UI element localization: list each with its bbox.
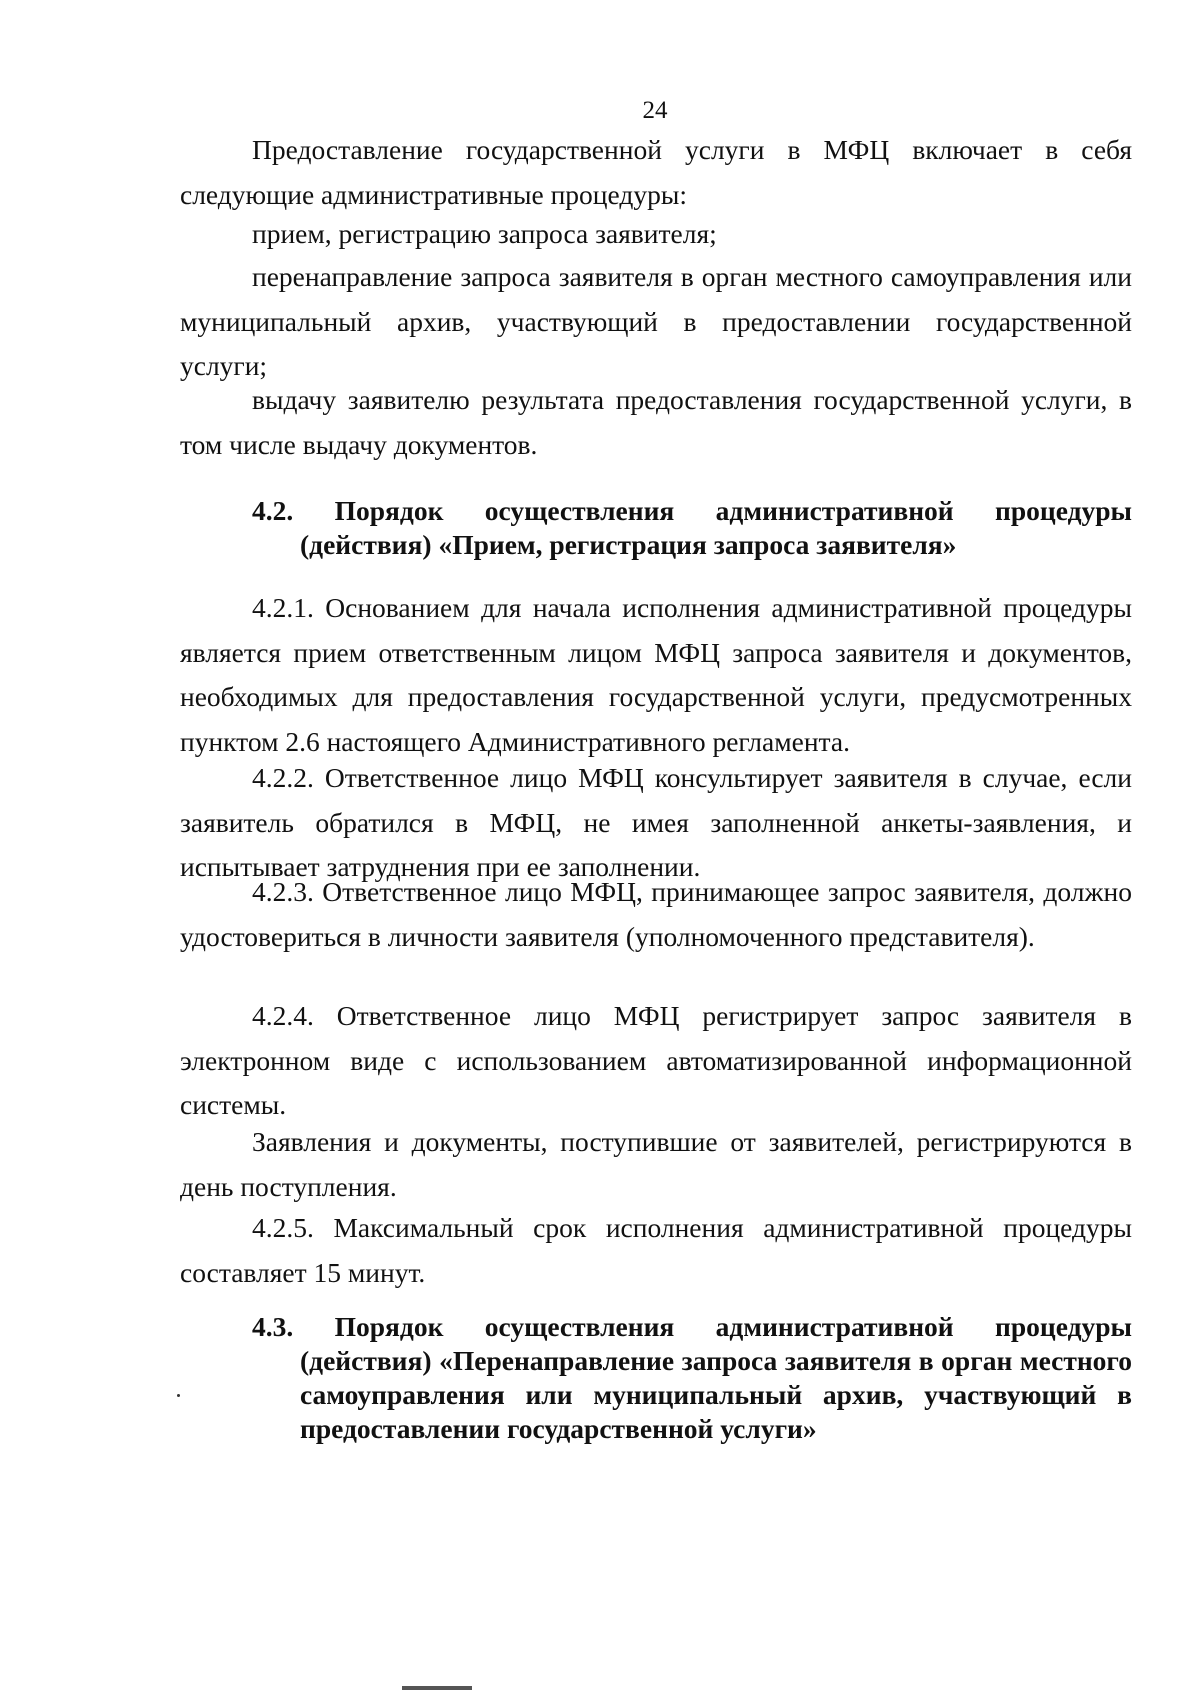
paragraph-registration: Заявления и документы, поступившие от заявителей, регистрируются в день поступления.	[180, 1126, 1132, 1202]
paragraph-4-2-3: 4.2.3. Ответственное лицо МФЦ, принимающее запрос заявителя, должно удостовериться в личности заявителя (уполномоченного представителя).	[180, 876, 1132, 952]
paragraph-4-2-2: 4.2.2. Ответственное лицо МФЦ консультирует заявителя в случае, если заявитель обратился в МФЦ, не имея заполненной анкеты-заявления, и испытывает затруднения при ее заполнении.	[180, 762, 1132, 882]
scan-mark	[402, 1686, 472, 1690]
section-4-2-heading: 4.2. Порядок осуществления административной процедуры (действия) «Прием, регистрация запроса заявителя»	[252, 495, 1132, 560]
intro-item-1: прием, регистрацию запроса заявителя;	[252, 218, 717, 249]
intro-paragraph: Предоставление государственной услуги в МФЦ включает в себя следующие административные процедуры:	[180, 134, 1132, 210]
paragraph-4-2-1: 4.2.1. Основанием для начала исполнения административной процедуры является прием ответственным лицом МФЦ запроса заявителя и документов, необходимых для предоставления государственной услуги, предусмотренных пунктом 2.6 настоящего Административного регламента.	[180, 592, 1132, 757]
paragraph-4-2-4: 4.2.4. Ответственное лицо МФЦ регистрирует запрос заявителя в электронном виде с использованием автоматизированной информационной системы.	[180, 1000, 1132, 1120]
page-number: 24	[642, 97, 668, 124]
intro-item-2: перенаправление запроса заявителя в орган местного самоуправления или муниципальный архив, участвующий в предоставлении государственной услуги;	[180, 261, 1132, 381]
paragraph-4-2-5: 4.2.5. Максимальный срок исполнения административной процедуры составляет 15 минут.	[180, 1212, 1132, 1288]
scan-dot	[177, 1394, 180, 1397]
section-4-3-heading: 4.3. Порядок осуществления административной процедуры (действия) «Перенаправление запроса заявителя в орган местного самоуправления или муниципальный архив, участвующий в предоставлении государственной услуги»	[252, 1311, 1132, 1444]
intro-item-3: выдачу заявителю результата предоставления государственной услуги, в том числе выдачу документов.	[180, 384, 1132, 460]
